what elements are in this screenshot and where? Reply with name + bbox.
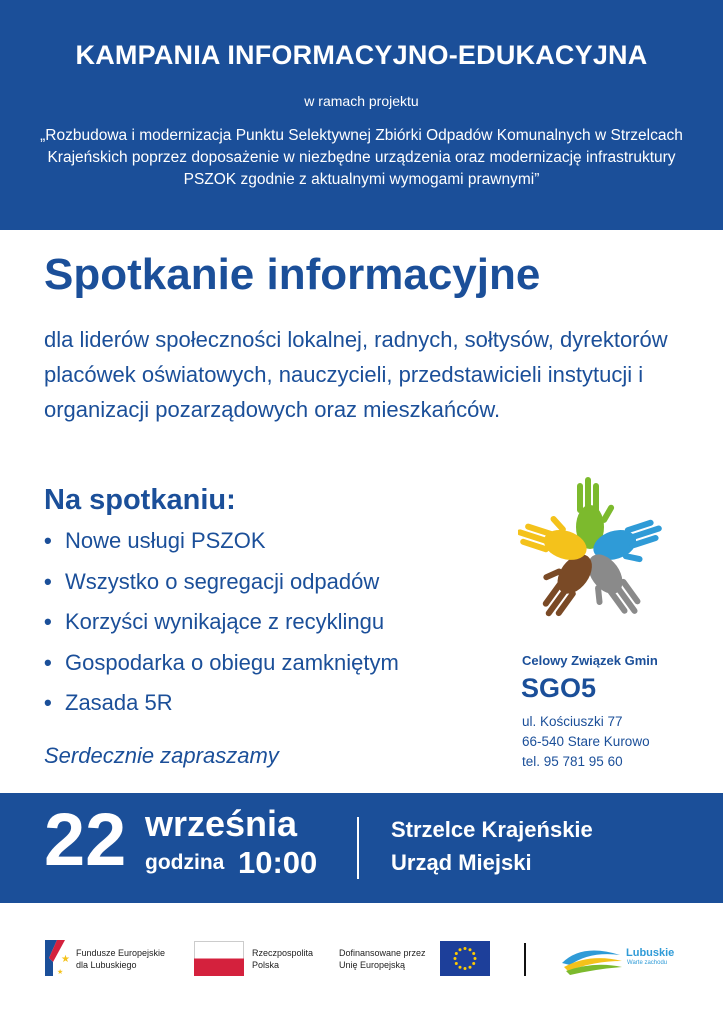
bullet-icon: • (44, 568, 52, 594)
organizer-street: ul. Kościuszki 77 (522, 714, 623, 729)
divider (357, 817, 359, 879)
event-place-venue: Urząd Miejski (391, 850, 532, 875)
agenda-item-label: Gospodarka o obiegu zamkniętym (65, 649, 399, 675)
organizer-phone: tel. 95 781 95 60 (522, 754, 623, 769)
organizer-address (522, 712, 650, 772)
rp-caption-line: Polska (252, 960, 280, 970)
svg-text:★: ★ (61, 954, 70, 965)
divider (524, 943, 526, 976)
event-place (391, 813, 593, 879)
rp-caption-line: Rzeczpospolita (252, 948, 314, 958)
svg-text:★: ★ (57, 969, 64, 976)
event-day: 22 (44, 798, 127, 881)
agenda-list (44, 528, 399, 731)
event-date-band (0, 793, 723, 903)
event-hour-label: godzina (145, 851, 225, 874)
bullet-icon: • (44, 528, 52, 553)
agenda-heading: Na spotkaniu: (44, 484, 236, 516)
eu-flag-icon (440, 941, 490, 976)
invitation-text: Serdecznie zapraszamy (44, 743, 279, 768)
agenda-item-label: Korzyści wynikające z recyklingu (65, 609, 385, 634)
colored-hands-icon (518, 477, 662, 629)
bullet-icon: • (44, 649, 52, 675)
eu-caption (339, 947, 426, 971)
bullet-icon: • (44, 609, 52, 634)
eu-caption-line: Unię Europejską (339, 960, 406, 970)
fe-caption (76, 947, 165, 971)
eu-caption-line: Dofinansowane przez (339, 948, 426, 958)
header-band (0, 0, 723, 230)
audience-text: dla liderów społeczności lokalnej, radnych, sołtysów, dyrektorów placówek oświatowych, nauczycieli, przedstawicieli instytucji i organizacji pozarządowych oraz mieszkańców. (44, 327, 668, 422)
agenda-item (44, 528, 399, 569)
agenda-item (44, 650, 399, 691)
event-month: września (145, 803, 298, 844)
agenda-item-label: Zasada 5R (65, 690, 173, 715)
bullet-icon: • (44, 690, 52, 715)
campaign-title: KAMPANIA INFORMACYJNO-EDUKACYJNA (75, 40, 648, 70)
rp-caption (252, 947, 313, 971)
agenda-item (44, 609, 399, 650)
organizer-code: SGO5 (521, 673, 597, 703)
project-name: „Rozbudowa i modernizacja Punktu Selektywnej Zbiórki Odpadów Komunalnych w Strzelcach Krajeńskich poprzez doposażenie w niezbędne urządzenia oraz modernizację infrastruktury PSZOK zgodnie z aktualnymi wymogami prawnymi” (40, 127, 683, 188)
event-place-city: Strzelce Krajeńskie (391, 817, 593, 842)
fe-logo-icon (43, 936, 71, 980)
agenda-item (44, 690, 399, 731)
event-hour: 10:00 (238, 845, 318, 880)
funding-logos (0, 903, 723, 1024)
meeting-title: Spotkanie informacyjne (44, 250, 541, 299)
organizer-name: Celowy Związek Gmin (522, 653, 658, 668)
lubuskie-tagline: Warte zachodu (627, 960, 668, 966)
polish-flag-icon (194, 941, 244, 976)
agenda-item-label: Nowe usługi PSZOK (65, 528, 266, 553)
fe-caption-line: dla Lubuskiego (76, 960, 137, 970)
lubuskie-name: Lubuskie (626, 947, 675, 959)
fe-caption-line: Fundusze Europejskie (76, 948, 166, 958)
agenda-item-label: Wszystko o segregacji odpadów (65, 568, 380, 594)
project-intro: w ramach projektu (304, 93, 419, 109)
organizer-city: 66-540 Stare Kurowo (522, 734, 650, 749)
agenda-item (44, 569, 399, 610)
lubuskie-logo-icon (560, 941, 624, 977)
